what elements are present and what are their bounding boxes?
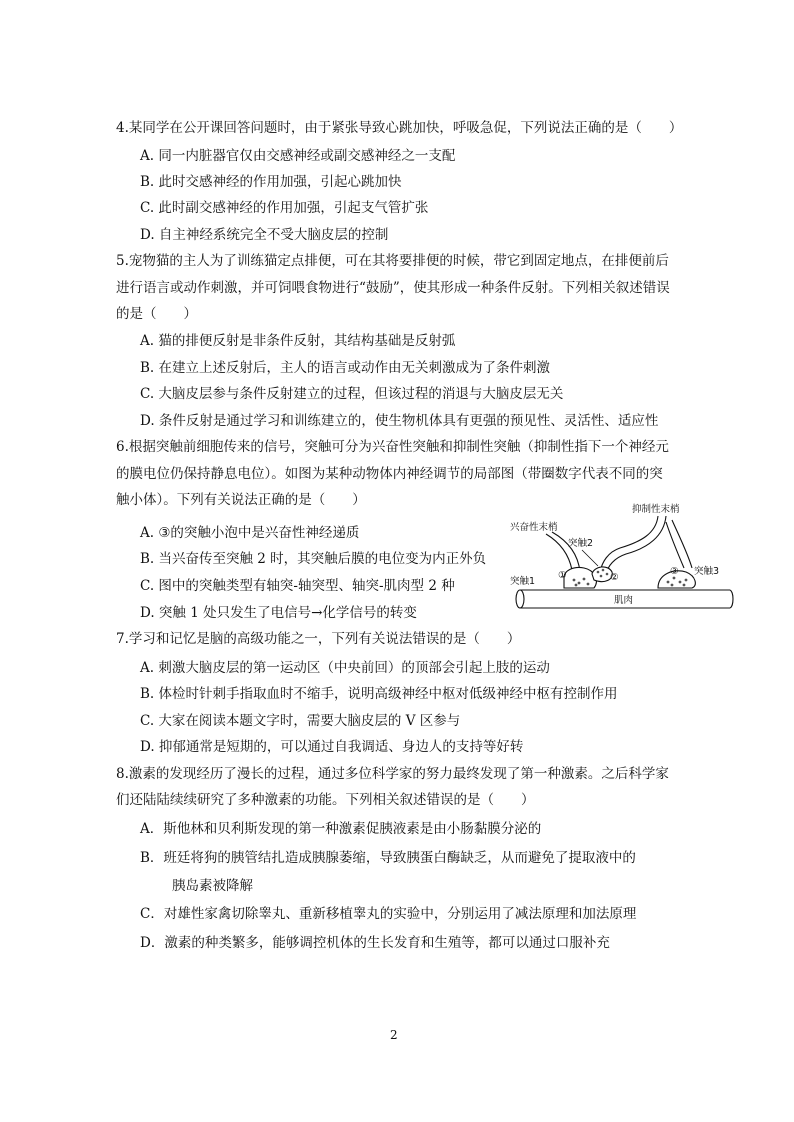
question-5-stem-line2: 进行语言或动作刺激，并可饲喂食物进行“鼓励”，使其形成一种条件反射。下列相关叙述错误: [116, 280, 670, 296]
label-inhibitory-terminal: 抑制性末梢: [632, 504, 680, 515]
q6-option-d: D. 突触 1 处只发生了电信号→化学信号的转变: [140, 605, 417, 621]
inhibitory-branch: [666, 522, 684, 568]
page-number: 2: [390, 1028, 398, 1042]
label-muscle: 肌肉: [614, 595, 634, 606]
label-circle-3: ③: [670, 566, 679, 577]
q7-option-a: A. 刺激大脑皮层的第一运动区（中央前回）的顶部会引起上肢的运动: [140, 660, 550, 676]
label-synapse-1: 突触1: [510, 576, 536, 587]
muscle-left-end: [516, 590, 524, 608]
label-excitatory-terminal: 兴奋性末梢: [510, 522, 558, 533]
q6-option-c: C. 图中的突触类型有轴突-轴突型、轴突-肌肉型 2 种: [140, 578, 455, 594]
q8-option-d: D．激素的种类繁多，能够调控机体的生长发育和生殖等，都可以通过口服补充: [140, 935, 610, 951]
q4-option-d: D. 自主神经系统完全不受大脑皮层的控制: [140, 227, 389, 243]
question-5-stem-line3: 的是（ ）: [116, 306, 197, 322]
question-7-stem: 7.学习和记忆是脑的高级功能之一，下列有关说法错误的是（ ）: [116, 631, 521, 647]
q8-option-a: A．斯他林和贝利斯发现的第一种激素促胰液素是由小肠黏膜分泌的: [140, 821, 542, 837]
q5-option-b: B. 在建立上述反射后，主人的语言或动作由无关刺激成为了条件刺激: [140, 360, 551, 376]
question-8-stem-line2: 们还陆陆续续研究了多种激素的功能。下列相关叙述错误的是（ ）: [116, 792, 535, 808]
q5-option-c: C. 大脑皮层参与条件反射建立的过程，但该过程的消退与大脑皮层无关: [140, 386, 564, 402]
q7-option-d: D. 抑郁通常是短期的，可以通过自我调适、身边人的支持等好转: [140, 739, 524, 755]
q8-option-c: C．对雄性家禽切除睾丸、重新移植睾丸的实验中，分别运用了减法原理和加法原理: [140, 906, 637, 922]
inhibitory-axon-edge: [606, 516, 666, 574]
q8-option-b: B．班廷将狗的胰管结扎造成胰腺萎缩，导致胰蛋白酶缺乏，从而避免了提取液中的: [140, 850, 636, 866]
question-6-stem-line2: 的膜电位仍保持静息电位）。如图为某种动物体内神经调节的局部图（带圈数字代表不同的突: [116, 466, 663, 482]
q8-option-b-continued: 胰岛素被降解: [172, 878, 253, 894]
synapse-diagram: [508, 500, 740, 624]
label-circle-1: ①: [558, 570, 567, 581]
question-8-stem-line1: 8.激素的发现经历了漫长的过程，通过多位科学家的努力最终发现了第一种激素。之后科学家: [116, 766, 669, 782]
muscle-right-end: [730, 590, 733, 608]
synapse-1-bulb: [564, 567, 596, 588]
q4-option-a: A. 同一内脏器官仅由交感神经或副交感神经之一支配: [140, 148, 456, 164]
q6-option-a: A. ③的突触小泡中是兴奋性神经递质: [140, 525, 360, 541]
question-4-stem: 4.某同学在公开课回答问题时，由于紧张导致心跳加快，呼吸急促，下列说法正确的是（ ）: [116, 120, 683, 136]
q7-option-c: C. 大家在阅读本题文字时，需要大脑皮层的 V 区参与: [140, 713, 461, 729]
q4-option-b: B. 此时交感神经的作用加强，引起心跳加快: [140, 174, 402, 190]
question-6-stem-line1: 6.根据突触前细胞传来的信号，突触可分为兴奋性突触和抑制性突触（抑制性指下一个神经元: [116, 439, 669, 455]
q7-option-b: B. 体检时针刺手指取血时不缩手，说明高级神经中枢对低级神经中枢有控制作用: [140, 686, 618, 702]
q5-option-a: A. 猫的排便反射是非条件反射，其结构基础是反射弧: [140, 333, 456, 349]
question-6-stem-line3: 触小体）。下列有关说法正确的是（ ）: [116, 492, 366, 508]
label-synapse-2: 突触2: [568, 538, 594, 549]
question-5-stem-line1: 5.宠物猫的主人为了训练猫定点排便，可在其将要排便的时候，带它到固定地点，在排便前后: [116, 253, 669, 269]
q5-option-d: D. 条件反射是通过学习和训练建立的，使生物机体具有更强的预见性、灵活性、适应性: [140, 413, 659, 429]
label-synapse-3: 突触3: [694, 566, 720, 577]
inhibitory-branch-edge: [672, 520, 692, 568]
synapse-2-pointer: [582, 550, 598, 566]
q6-option-b: B. 当兴奋传至突触 2 时，其突触后膜的电位变为内正外负: [140, 551, 487, 567]
label-circle-2: ②: [610, 572, 619, 583]
q4-option-c: C. 此时副交感神经的作用加强，引起支气管扩张: [140, 200, 429, 216]
